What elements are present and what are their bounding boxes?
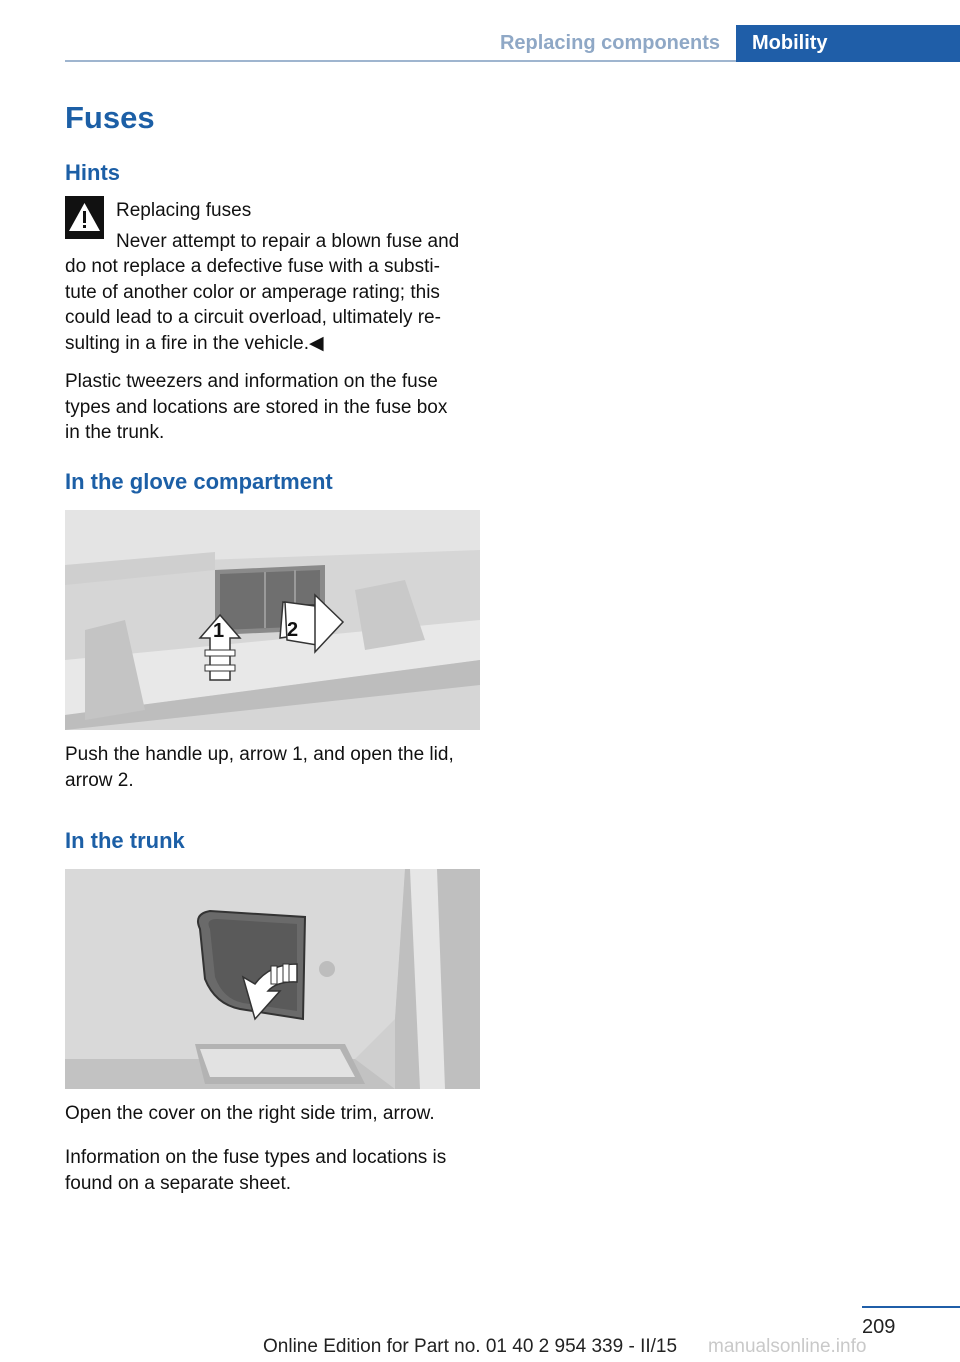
warning-icon xyxy=(65,196,104,239)
watermark: manualsonline.info xyxy=(708,1336,867,1357)
hints-info-paragraph xyxy=(65,369,483,446)
info-line: in the trunk. xyxy=(65,422,165,443)
glove-compartment-figure xyxy=(65,510,480,730)
arrow-1-label: 1 xyxy=(213,620,225,642)
warning-line-1: Never attempt to repair a blown fuse and xyxy=(116,231,460,252)
info-line: Information on the fuse types and locations is xyxy=(65,1147,447,1168)
trunk-figure xyxy=(65,869,480,1089)
page-number: 209 xyxy=(862,1316,896,1338)
glove-compartment-caption xyxy=(65,742,483,793)
warning-line: could lead to a circuit overload, ultimately re‐ xyxy=(65,307,441,328)
warning-line: tute of another color or amperage rating; this xyxy=(65,281,440,303)
header-rule xyxy=(65,60,736,62)
running-header-section: Replacing components xyxy=(499,32,720,54)
trunk-caption: Open the cover on the right side trim, arrow. xyxy=(65,1103,435,1124)
warning-line: sulting in a fire in the vehicle.◀ xyxy=(65,332,324,354)
glove-compartment-heading: In the glove compartment xyxy=(65,469,333,494)
info-line: found on a separate sheet. xyxy=(65,1172,292,1194)
warning-line: do not replace a defective fuse with a substi‐ xyxy=(65,256,440,277)
running-header-chapter-tab: Mobility xyxy=(736,25,960,62)
trunk-info-paragraph xyxy=(65,1145,483,1196)
page-title: Fuses xyxy=(65,100,155,135)
hints-heading: Hints xyxy=(65,160,120,185)
glove-compartment-illustration xyxy=(65,510,480,730)
caption-line: arrow 2. xyxy=(65,769,134,791)
info-line: Plastic tweezers and information on the fuse xyxy=(65,371,438,392)
edition-line: Online Edition for Part no. 01 40 2 954 339 - II/15 xyxy=(263,1336,678,1357)
warning-text xyxy=(65,254,483,356)
footer-rule xyxy=(862,1306,960,1308)
caption-line: Push the handle up, arrow 1, and open the lid, xyxy=(65,744,454,765)
warning-title: Replacing fuses xyxy=(116,200,252,221)
info-line: types and locations are stored in the fuse box xyxy=(65,396,448,418)
arrow-2-label: 2 xyxy=(287,619,299,641)
trunk-heading: In the trunk xyxy=(65,828,185,853)
trunk-illustration xyxy=(65,869,480,1089)
